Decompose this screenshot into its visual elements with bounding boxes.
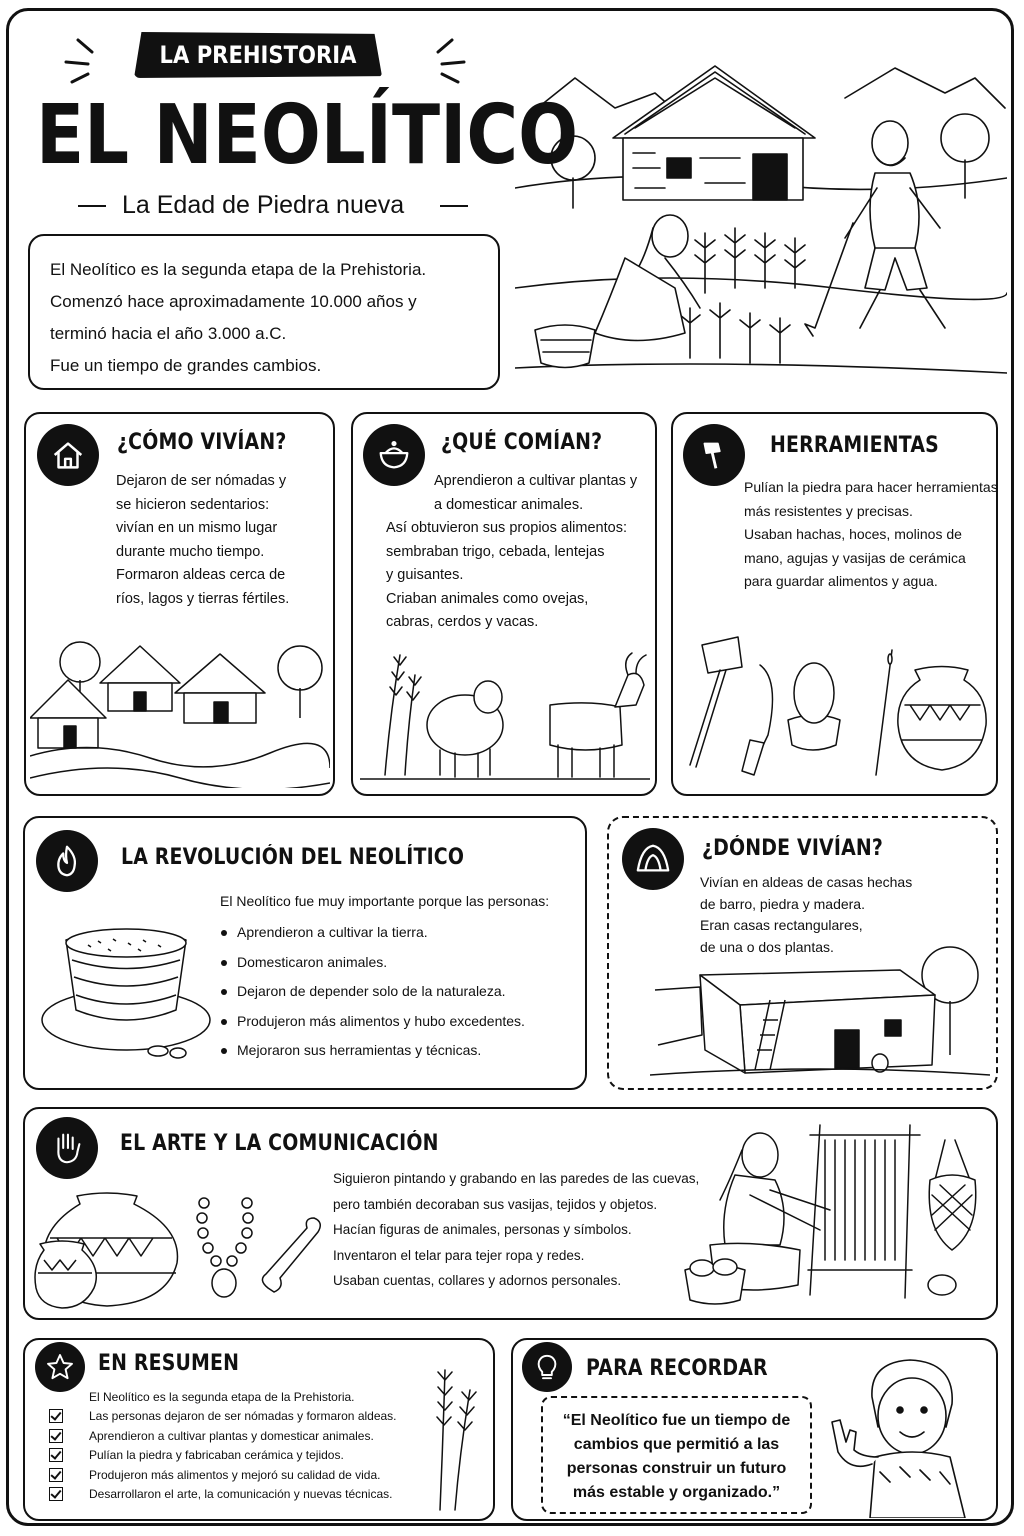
sheep-goat-wheat-illustration	[360, 645, 650, 785]
page-title: EL NEOLÍTICO	[36, 88, 579, 183]
quote-line: personas construir un futuro	[566, 1460, 787, 1477]
checklist-text: Las personas dejaron de ser nómadas y formaron aldeas.	[89, 1409, 397, 1424]
card-title: PARA RECORDAR	[586, 1356, 768, 1381]
text-line: para guardar alimentos y agua.	[744, 573, 938, 589]
card-body	[116, 470, 289, 611]
village-illustration	[30, 628, 330, 788]
intro-line: Comenzó hace aproximadamente 10.000 años y	[50, 292, 417, 311]
quote-line: “El Neolítico fue un tiempo de	[562, 1412, 791, 1429]
resumen-list	[49, 1388, 397, 1504]
burst-lines-left	[58, 36, 118, 86]
text-line: se hicieron sedentarios:	[116, 496, 270, 513]
card-title: EL ARTE Y LA COMUNICACIÓN	[120, 1131, 439, 1156]
intro-text	[50, 254, 426, 382]
text-line: Usaban cuentas, collares y adornos personales.	[333, 1273, 622, 1288]
text-line: Formaron aldeas cerca de	[116, 567, 286, 583]
fire-icon	[36, 830, 98, 892]
wheat-illustration	[415, 1360, 485, 1515]
checkbox-icon	[49, 1448, 63, 1462]
intro-line: El Neolítico es la segunda etapa de la Prehistoria.	[50, 260, 427, 279]
text-line: cabras, cerdos y vacas.	[386, 614, 539, 630]
text-line: Hacían figuras de animales, personas y símbolos.	[333, 1222, 632, 1237]
text-line: mano, agujas y vasijas de cerámica	[744, 549, 966, 566]
card-title: ¿DÓNDE VIVÍAN?	[702, 836, 884, 861]
text-line: durante mucho tiempo.	[116, 543, 265, 560]
quote-text	[541, 1409, 812, 1505]
list-item: Domesticaron animales.	[219, 948, 525, 978]
revolucion-list	[219, 918, 525, 1066]
list-item: Dejaron de depender solo de la naturaleza.	[219, 977, 525, 1007]
card-title: ¿QUÉ COMÍAN?	[441, 430, 603, 455]
card-body	[333, 1166, 699, 1294]
card-title: EN RESUMEN	[98, 1351, 240, 1376]
quote-line: más estable y organizado.”	[572, 1484, 781, 1501]
checklist-text: Produjeron más alimentos y mejoró su calidad de vida.	[89, 1467, 381, 1482]
checklist-text: Desarrollaron el arte, la comunicación y nuevas técnicas.	[89, 1487, 393, 1502]
text-line: Vivían en aldeas de casas hechas	[700, 874, 913, 890]
checkbox-icon	[49, 1409, 63, 1423]
revolucion-intro: El Neolítico fue muy importante porque las personas:	[220, 893, 550, 909]
pottery-necklace-illustration	[32, 1188, 332, 1313]
text-line: Eran casas rectangulares,	[700, 917, 863, 933]
text-line: Usaban hachas, hoces, molinos de	[744, 526, 962, 542]
star-icon	[35, 1342, 85, 1392]
text-line: Siguieron pintando y grabando en las paredes de las cuevas,	[333, 1171, 700, 1186]
checklist-text: Aprendieron a cultivar plantas y domesticar animales.	[89, 1428, 374, 1443]
quote-line: cambios que permitió a las	[573, 1436, 780, 1453]
light-bulb-icon	[522, 1342, 572, 1392]
page-subtitle: La Edad de Piedra nueva	[122, 191, 405, 219]
card-title: HERRAMIENTAS	[770, 433, 939, 458]
card-title: ¿CÓMO VIVÍAN?	[117, 430, 287, 455]
text-line: y guisantes.	[386, 567, 464, 583]
text-line: vivían en un mismo lugar	[116, 520, 278, 536]
child-pointing-illustration	[820, 1352, 992, 1518]
text-line: Dejaron de ser nómadas y	[116, 473, 287, 489]
house-icon	[37, 424, 99, 486]
card-body	[386, 517, 627, 635]
text-line: sembraban trigo, cebada, lentejas	[386, 543, 605, 560]
text-line: de una o dos plantas.	[700, 938, 834, 955]
list-item: Produjeron más alimentos y hubo excedentes.	[219, 1007, 525, 1037]
tools-illustration	[680, 625, 992, 785]
resumen-intro: El Neolítico es la segunda etapa de la Prehistoria.	[89, 1390, 355, 1404]
farming-scene-illustration	[515, 58, 1007, 388]
intro-line: Fue un tiempo de grandes cambios.	[50, 356, 322, 375]
cave-icon	[622, 828, 684, 890]
mud-house-illustration	[650, 935, 990, 1080]
food-bowl-icon	[363, 424, 425, 486]
grain-basket-illustration	[38, 915, 216, 1065]
checklist-item	[49, 1427, 397, 1446]
list-item: Aprendieron a cultivar la tierra.	[219, 918, 525, 948]
burst-lines-right	[412, 36, 472, 86]
axe-icon	[683, 424, 745, 486]
checklist-item	[49, 1466, 397, 1485]
subtitle-rule-right	[440, 205, 468, 207]
checkbox-icon	[49, 1468, 63, 1482]
checklist-item	[49, 1407, 397, 1426]
hand-print-icon	[36, 1117, 98, 1179]
subtitle-rule-left	[78, 205, 106, 207]
text-line: Pulían la piedra para hacer herramientas	[744, 479, 998, 495]
text-line: a domesticar animales.	[434, 496, 584, 513]
text-line: pero también decoraban sus vasijas, tejidos y objetos.	[333, 1196, 658, 1212]
checkbox-icon	[49, 1429, 63, 1443]
card-body-intro	[434, 470, 637, 517]
checklist-item	[49, 1446, 397, 1465]
text-line: Criaban animales como ovejas,	[386, 590, 589, 607]
text-line: Así obtuvieron sus propios alimentos:	[386, 520, 627, 536]
card-title: LA REVOLUCIÓN DEL NEOLÍTICO	[121, 845, 465, 870]
text-line: Aprendieron a cultivar plantas y	[434, 473, 638, 489]
checkbox-icon	[49, 1487, 63, 1501]
text-line: más resistentes y precisas.	[744, 502, 913, 519]
weaving-loom-illustration	[680, 1120, 990, 1315]
card-body	[744, 476, 998, 594]
banner-text: LA PREHISTORIA	[159, 41, 357, 69]
text-line: de barro, piedra y madera.	[700, 895, 865, 912]
text-line: ríos, lagos y tierras fértiles.	[116, 590, 290, 607]
checklist-text: Pulían la piedra y fabricaban cerámica y tejidos.	[89, 1448, 344, 1463]
checklist-item	[49, 1485, 397, 1504]
text-line: Inventaron el telar para tejer ropa y redes.	[333, 1247, 585, 1263]
intro-line: terminó hacia el año 3.000 a.C.	[50, 324, 287, 343]
list-item: Mejoraron sus herramientas y técnicas.	[219, 1036, 525, 1066]
